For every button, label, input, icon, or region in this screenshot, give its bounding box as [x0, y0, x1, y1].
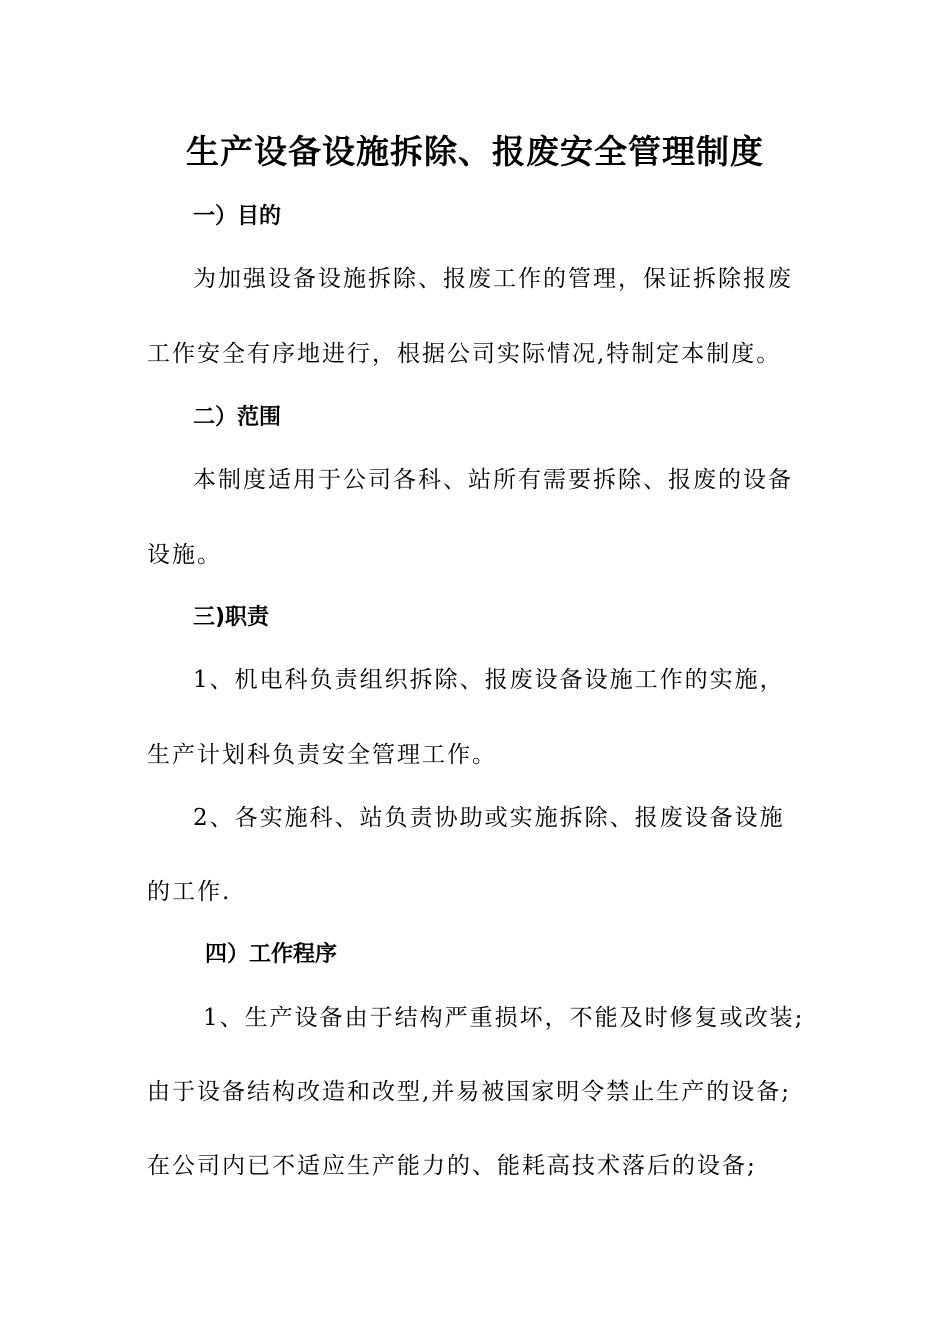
section-heading-purpose: 一）目的: [193, 204, 282, 229]
paragraph-line: 在公司内已不适应生产能力的、能耗高技术落后的设备;: [147, 1153, 757, 1179]
paragraph-line: 由于设备结构改造和改型,并易被国家明令禁止生产的设备;: [147, 1079, 792, 1105]
section-heading-duties: 三)职责: [193, 605, 270, 630]
section-heading-procedure: 四）工作程序: [205, 942, 338, 967]
paragraph-line: 1、生产设备由于结构严重损坏，不能及时修复或改装;: [203, 1005, 805, 1031]
paragraph-line: 2、各实施科、站负责协助或实施拆除、报废设备设施: [193, 805, 785, 831]
paragraph-line: 生产计划科负责安全管理工作。: [147, 742, 497, 768]
paragraph-line: 设施。: [147, 542, 222, 568]
paragraph-line: 本制度适用于公司各科、站所有需要拆除、报废的设备: [193, 467, 793, 493]
document-title: 生产设备设施拆除、报废安全管理制度: [186, 132, 764, 171]
section-heading-scope: 二）范围: [193, 405, 282, 430]
paragraph-line: 的工作.: [147, 879, 232, 905]
paragraph-line: 为加强设备设施拆除、报废工作的管理，保证拆除报废: [193, 266, 793, 292]
paragraph-line: 工作安全有序地进行，根据公司实际情况,特制定本制度。: [147, 341, 782, 367]
paragraph-line: 1、机电科负责组织拆除、报废设备设施工作的实施，: [193, 667, 785, 693]
